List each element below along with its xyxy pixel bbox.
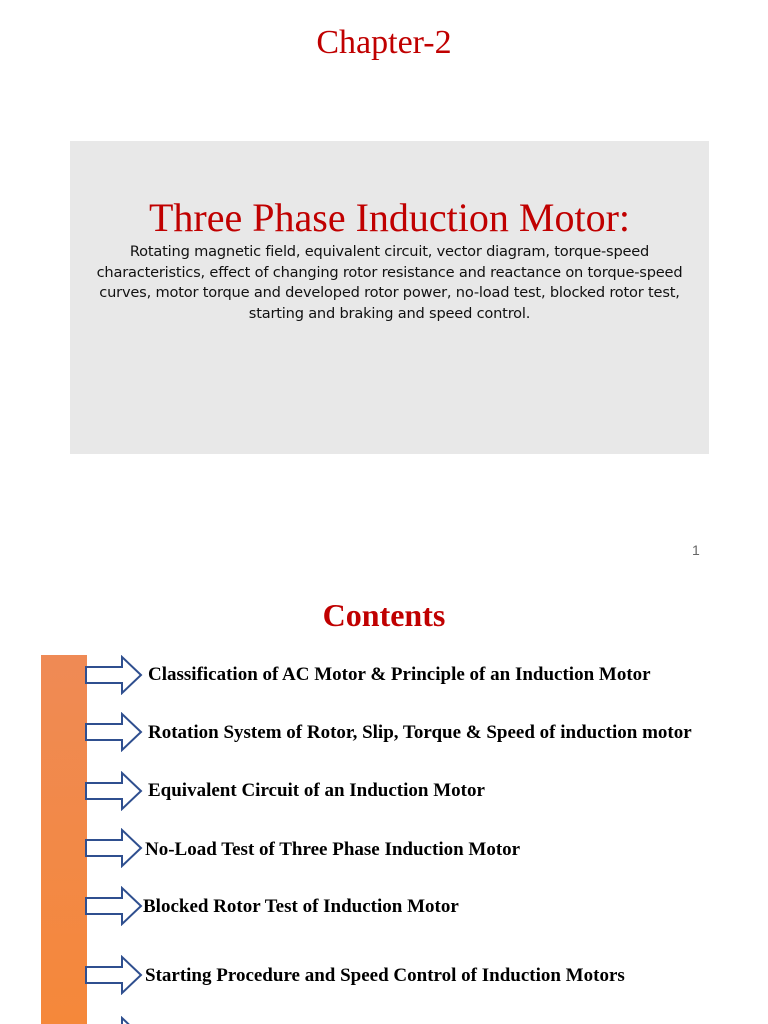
arrow-icon xyxy=(84,771,144,811)
chapter-label: Chapter-2 xyxy=(316,24,452,61)
arrow-icon xyxy=(84,828,144,868)
contents-title: Contents xyxy=(322,597,446,633)
arrow-icon xyxy=(84,955,144,995)
arrow-icon xyxy=(84,655,144,695)
list-item: Blocked Rotor Test of Induction Motor xyxy=(143,896,459,917)
list-item: Starting Procedure and Speed Control of Induction Motors xyxy=(145,965,625,986)
slide-subtitle: Rotating magnetic field, equivalent circuit, vector diagram, torque-speed characteristics, effect of changing rotor resistance and reactance on torque-speed curves, motor torque and developed rotor power, no-load test, blocked rotor test, starting and braking and speed control. xyxy=(96,243,683,322)
list-item: No-Load Test of Three Phase Induction Motor xyxy=(145,839,521,860)
arrow-icon xyxy=(84,886,144,926)
arrow-icon xyxy=(84,712,144,752)
title-box xyxy=(70,141,709,454)
arrow-icon xyxy=(84,1016,144,1024)
page-number: 1 xyxy=(692,542,700,558)
side-accent-bar xyxy=(41,655,87,1024)
list-item: Equivalent Circuit of an Induction Motor xyxy=(148,780,485,801)
slide-title: Three Phase Induction Motor: xyxy=(149,195,630,240)
list-item: Classification of AC Motor & Principle of an Induction Motor xyxy=(148,664,651,685)
list-item: Rotation System of Rotor, Slip, Torque & Speed of induction motor xyxy=(148,722,692,743)
